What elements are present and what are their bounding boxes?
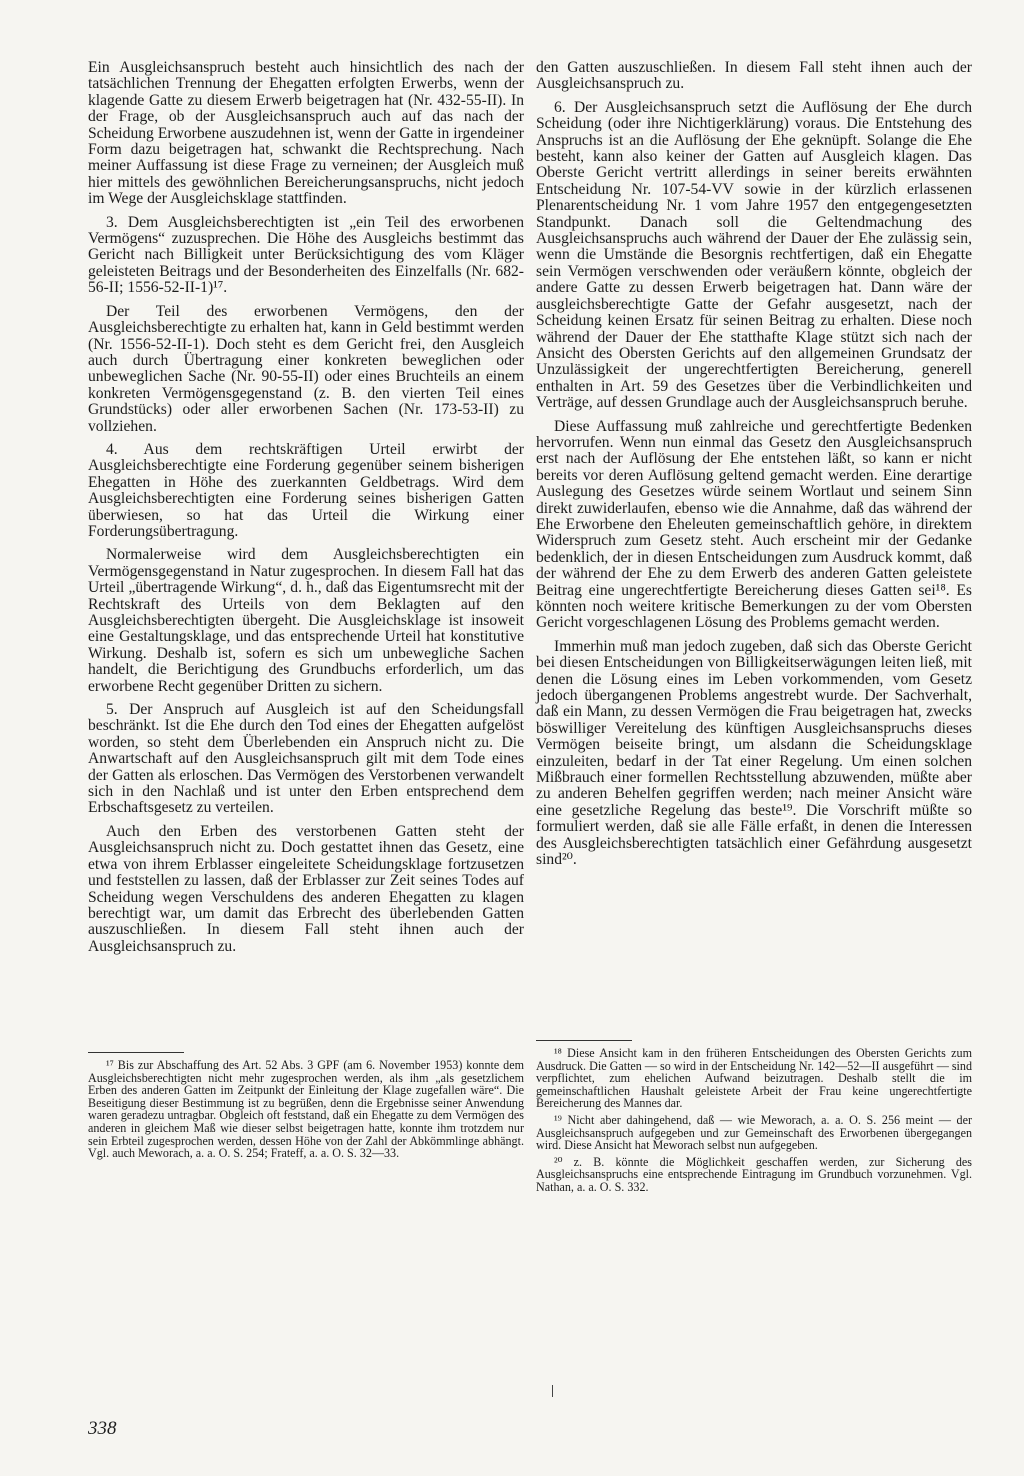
print-mark: [552, 1385, 553, 1397]
paragraph: Der Teil des erworbenen Vermögens, den der Ausgleichsberechtigte zu erhalten hat, kann in Geld bestimmt werden (Nr. 1556-52-II-1). Doch steht es dem Gericht frei, den Ausgleich auch durch Übertragung einer konkreten beweglichen oder unbeweglichen Sache (Nr. 90-55-II) oder eines Bruchteils an einem konkreten Vermögensgegenstand (z. B. den vierten Teil eines Grundstücks) oder aller erworbenen Sachen (Nr. 173-53-II) zu vollziehen.: [88, 302, 524, 435]
footnotes-left: [88, 1052, 524, 1164]
left-column: [88, 60, 524, 962]
paragraph: Normalerweise wird dem Ausgleichsberechtigten ein Vermögensgegenstand in Natur zugesprochen. In diesem Fall hat das Urteil „übertragende Wirkung“, d. h., daß das Eigentumsrecht mit der Rechtskraft des Urteils von dem Beklagten auf den Ausgleichsberechtigten übergeht. Die Ausgleichsklage ist insoweit eine Gestaltungsklage, und das entsprechende Urteil hat konstitutive Wirkung. Deshalb ist, sofern es sich um unbewegliche Sachen handelt, die Berichtigung des Grundbuchs erforderlich, um das erworbene Recht gegenüber Dritten zu sichern.: [88, 546, 524, 695]
paragraph: 4. Aus dem rechtskräftigen Urteil erwirbt der Ausgleichsberechtigte eine Forderung gegenüber seinem bisherigen Ehegatten in Höhe des zuerkannten Geldbetrags. Wird dem Ausgleichsberechtigten eine Forderung seines bisherigen Gatten überwiesen, so hat das Urteil die Wirkung einer Forderungsübertragung.: [88, 440, 524, 540]
paragraph: Diese Auffassung muß zahlreiche und gerechtfertigte Bedenken hervorrufen. Wenn nun einmal das Gesetz den Ausgleichsanspruch erst nach der Auflösung der Ehe entstehen läßt, so kann er nicht bereits vor deren Auflösung geltend gemacht werden. Eine derartige Auslegung des Gesetzes würde seinem Wortlaut und seinem Sinn direkt zuwiderlaufen, ebenso wie die Annahme, daß das während der Ehe Erworbene den Eheleuten gemeinschaftlich gehöre, in direktem Widerspruch zum Gesetz steht. Auch erscheint mir der Gedanke bedenklich, der in diesen Entscheidungen zum Ausdruck kommt, daß der während der Ehe zu dem Erwerb des anderen Gatten geleistete Beitrag eine ungerechtfertigte Bereicherung dieses Gatten sei¹⁸. Es könnten noch weitere kritische Bemerkungen zu der vom Obersten Gericht vorgeschlagenen Lösung des Problems gemacht werden.: [536, 417, 972, 632]
footnote-rule: [88, 1052, 184, 1053]
paragraph: den Gatten auszuschließen. In diesem Fall steht ihnen auch der Ausgleichsanspruch zu.: [536, 59, 972, 93]
paragraph: 6. Der Ausgleichsanspruch setzt die Auflösung der Ehe durch Scheidung (oder ihre Nichtigerklärung) voraus. Die Entstehung des Anspruchs ist an die Auflösung der Ehe geknüpft. Solange die Ehe besteht, kann also keiner der Gatten auf Ausgleich klagen. Das Oberste Gericht vertritt allerdings in seiner bereits erwähnten Entscheidung Nr. 107-54-VV sowie in der kürzlich erlassenen Plenarentscheidung Nr. 1 vom Jahre 1957 den entgegengesetzten Standpunkt. Danach soll die Geltendmachung des Ausgleichsanspruchs auch während der Dauer der Ehe zulässig sein, wenn die Umstände die Besorgnis rechtfertigen, daß ein Ehegatte sein Vermögen verschwenden oder veräußern könnte, obgleich der andere Gatte zu dessen Erwerb beigetragen hat. Dann wäre der ausgleichsberechtigte Gatte der Gefahr ausgesetzt, nach der Scheidung keinen Ersatz für seinen Beitrag zu erhalten. Diese noch während der Dauer der Ehe statthafte Klage stützt sich nach der Ansicht des Obersten Gerichts auf den allgemeinen Grundsatz der Unzulässigkeit der ungerechtfertigten Bereicherung, generell enthalten in Art. 59 des Gesetzes über die Verbindlichkeiten und Verträge, auf dessen Grundlage auch der Ausgleichsanspruch beruhe.: [536, 98, 972, 412]
paragraph: 5. Der Anspruch auf Ausgleich ist auf den Scheidungsfall beschränkt. Ist die Ehe durch den Tod eines der Ehegatten aufgelöst worden, so steht dem Überlebenden ein Anspruch nicht zu. Die Anwartschaft auf den Ausgleichsanspruch gilt mit dem Tode eines der Gatten als erloschen. Das Vermögen des Verstorbenen verwandelt sich in den Nachlaß und ist unter den Erben entsprechend dem Erbschaftsgesetz zu verteilen.: [88, 701, 524, 817]
paragraph: 3. Dem Ausgleichsberechtigten ist „ein Teil des erworbenen Vermögens“ zuzusprechen. Die Höhe des Ausgleichs bestimmt das Gericht nach Billigkeit unter Berücksichtigung des vom Kläger geleisteten Beitrags und der Besonderheiten des Einzelfalls (Nr. 682-56-II; 1556-52-II-1)¹⁷.: [88, 213, 524, 297]
page-number: 338: [88, 1418, 117, 1439]
paragraph: Auch den Erben des verstorbenen Gatten steht der Ausgleichsanspruch nicht zu. Doch gestattet ihnen das Gesetz, eine etwa von ihrem Erblasser eingeleitete Scheidungsklage fortzusetzen und feststellen zu lassen, daß der Erblasser zur Zeit seines Todes auf Scheidung wegen Verschuldens des anderen Ehegatten zu klagen berechtigt war, um damit das Erbrecht des überlebenden Gatten auszuschließen. In diesem Fall steht ihnen auch der Ausgleichsanspruch zu.: [88, 822, 524, 955]
footnote: ¹⁹ Nicht aber dahingehend, daß — wie Meworach, a. a. O. S. 256 meint — der Ausgleichsanspruch aufgegeben und zur Gemeinschaft des Erworbenen übergegangen wird. Diese Ansicht hat Meworach selbst nun aufgegeben.: [536, 1112, 972, 1153]
footnote: ¹⁷ Bis zur Abschaffung des Art. 52 Abs. 3 GPF (am 6. November 1953) konnte dem Ausgleichsberechtigten nicht mehr zugesprochen werden, als ihm „als gesetzlichem Erben des anderen Gatten im Zeitpunkt der Einleitung der Klage zugefallen wäre“. Die Beseitigung dieser Bestimmung ist zu begrüßen, denn die Ergebnisse seiner Anwendung waren geradezu untragbar. Obgleich oft feststand, daß ein Ehegatte zu dem Vermögen des anderen in gleichem Maß wie dieser selbst beigetragen hatte, konnte ihm trotzdem nur sein Erbteil zugesprochen werden, dessen Höhe von der Zahl der Abkömmlinge abhängt. Vgl. auch Meworach, a. a. O. S. 254; Frateff, a. a. O. S. 32—33.: [88, 1058, 524, 1161]
footnotes-right: [536, 1040, 972, 1198]
footnote: ¹⁸ Diese Ansicht kam in den früheren Entscheidungen des Obersten Gerichts zum Ausdruck. Die Gatten — so wird in der Entscheidung Nr. 142—52—II ausgeführt — sind verpflichtet, zum ehelichen Aufwand beizutragen. Deshalb stellt die im gemeinschaftlichen Haushalt geleistete Arbeit der Frau keine ungerechtfertigte Bereicherung des Mannes dar.: [536, 1046, 972, 1111]
right-column: [536, 60, 972, 876]
footnote-rule: [536, 1040, 632, 1041]
paragraph: Immerhin muß man jedoch zugeben, daß sich das Oberste Gericht bei diesen Entscheidungen von Billigkeitserwägungen leiten ließ, mit denen die Lösung eines im Leben vorkommenden, vom Gesetz jedoch übergangenen Problems angestrebt wurde. Der Sachverhalt, daß ein Mann, zu dessen Vermögen die Frau beigetragen hat, zwecks böswilliger Vereitelung des künftigen Ausgleichsanspruchs dieses Vermögen beiseite bringt, um alsdann die Scheidungsklage einzuleiten, bedarf in der Tat einer Regelung. Um einen solchen Mißbrauch einer formellen Rechtsstellung abzuwenden, müßte aber zu anderen Behelfen gegriffen werden; nach meiner Ansicht wäre eine gesetzliche Regelung das beste¹⁹. Die Vorschrift müßte so formuliert werden, daß sie alle Fälle erfaßt, in denen die Interessen des Ausgleichsberechtigten tatsächlich einer Gefährdung ausgesetzt sind²⁰.: [536, 637, 972, 869]
paragraph: Ein Ausgleichsanspruch besteht auch hinsichtlich des nach der tatsächlichen Trennung der Ehegatten erfolgten Erwerbs, wenn der klagende Gatte zu diesem Erwerb beigetragen hat (Nr. 432-55-II). In der Frage, ob der Ausgleichsanspruch auch auf das nach der Scheidung Erworbene auszudehnen ist, wenn der Gatte in irgendeiner Form dazu beigetragen hat, schwankt die Rechtsprechung. Nach meiner Auffassung ist diese Frage zu verneinen; der Ausgleich muß hier mittels des gewöhnlichen Bereicherungsanspruchs, nicht jedoch im Wege der Ausgleichsklage stattfinden.: [88, 59, 524, 208]
footnote: ²⁰ z. B. könnte die Möglichkeit geschaffen werden, zur Sicherung des Ausgleichsanspruchs eine entsprechende Eintragung im Grundbuch vorzunehmen. Vgl. Nathan, a. a. O. S. 332.: [536, 1154, 972, 1194]
